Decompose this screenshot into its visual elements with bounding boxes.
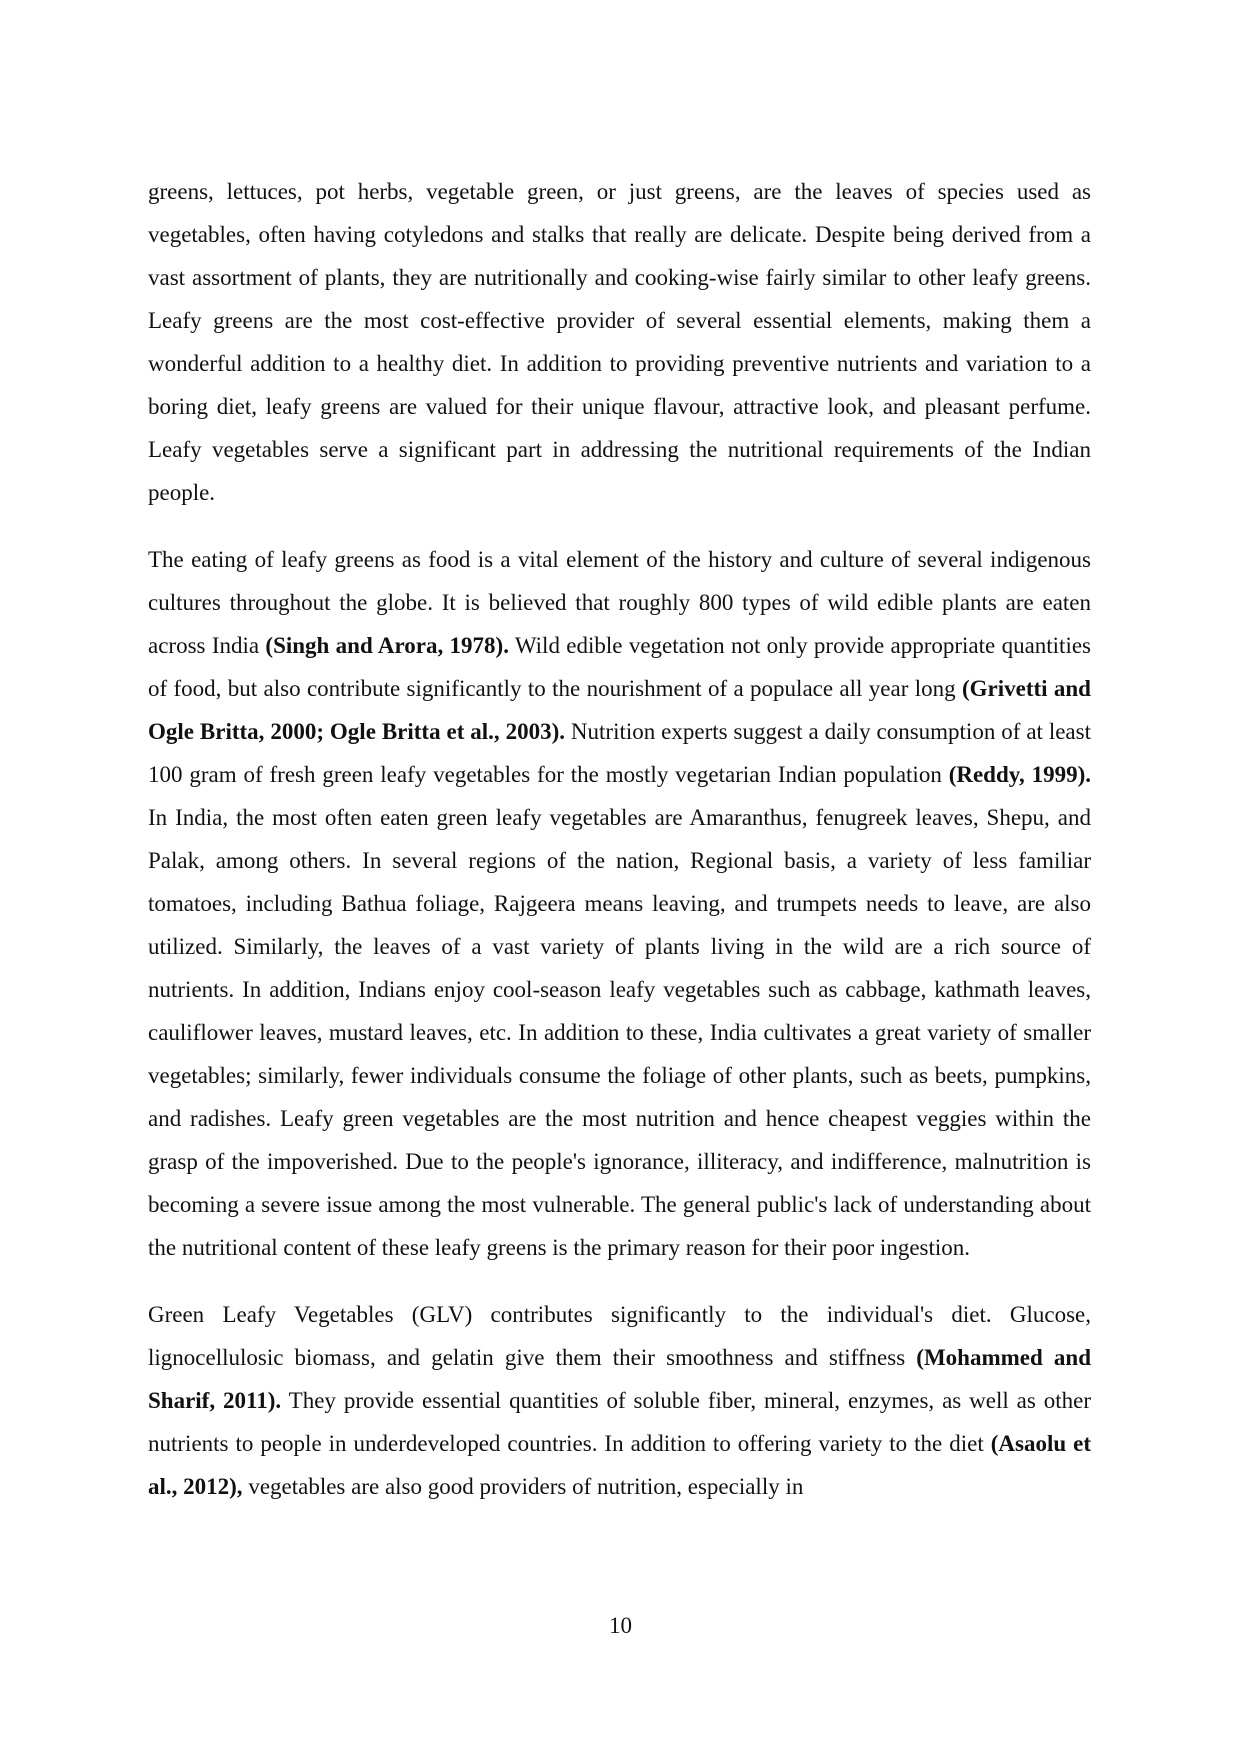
paragraph-3-text-2: They provide essential quantities of soluble fiber, mineral, enzymes, as well as other nutrients to people in underdeveloped countries. In addition to offering variety to the diet — [148, 1388, 1091, 1456]
page-number: 10 — [609, 1613, 632, 1638]
paragraph-3 — [148, 1293, 1091, 1508]
citation-singh-arora: (Singh and Arora, 1978). — [265, 633, 509, 658]
citation-mohammed-sharif: (Mohammed and Sharif, 2011). — [148, 1345, 1091, 1413]
paragraph-2 — [148, 538, 1091, 1269]
body-text — [148, 170, 1091, 1532]
paragraph-2-text-3: Nutrition experts suggest a daily consumption of at least 100 gram of fresh green leafy vegetables for the mostly vegetarian Indian population — [148, 719, 1091, 787]
citation-reddy: (Reddy, 1999). — [948, 762, 1092, 787]
paragraph-2-text-2: Wild edible vegetation not only provide appropriate quantities of food, but also contribute significantly to the nourishment of a populace all year long — [148, 633, 1091, 701]
citation-grivetti-ogle: (Grivetti and Ogle Britta, 2000; Ogle Britta et al., 2003). — [148, 676, 1091, 744]
paragraph-1-text: greens, lettuces, pot herbs, vegetable green, or just greens, are the leaves of species used as vegetables, often having cotyledons and stalks that really are delicate. Despite being derived from a vast assortment of plants, they are nutritionally and cooking-wise fairly similar to other leafy greens. Leafy greens are the most cost-effective provider of several essential elements, making them a wonderful addition to a healthy diet. In addition to providing preventive nutrients and variation to a boring diet, leafy greens are valued for their unique flavour, attractive look, and pleasant perfume. Leafy vegetables serve a significant part in addressing the nutritional requirements of the Indian people. — [148, 179, 1091, 505]
paragraph-2-text-4: In India, the most often eaten green leafy vegetables are Amaranthus, fenugreek leaves, Shepu, and Palak, among others. In several regions of the nation, Regional basis, a variety of less familiar tomatoes, including Bathua foliage, Rajgeera means leaving, and trumpets needs to leave, are also utilized. Similarly, the leaves of a vast variety of plants living in the wild are a rich source of nutrients. In addition, Indians enjoy cool-season leafy vegetables such as cabbage, kathmath leaves, cauliflower leaves, mustard leaves, etc. In addition to these, India cultivates a great variety of smaller vegetables; similarly, fewer individuals consume the foliage of other plants, such as beets, pumpkins, and radishes. Leafy green vegetables are the most nutrition and hence cheapest veggies within the grasp of the impoverished. Due to the people's ignorance, illiteracy, and indifference, malnutrition is becoming a severe issue among the most vulnerable. The general public's lack of understanding about the nutritional content of these leafy greens is the primary reason for their poor ingestion. — [148, 805, 1091, 1260]
paragraph-2-text-1: The eating of leafy greens as food is a vital element of the history and culture of several indigenous cultures throughout the globe. It is believed that roughly 800 types of wild edible plants are eaten across India — [148, 547, 1091, 658]
paragraph-1 — [148, 170, 1091, 514]
citation-asaolu: (Asaolu et al., 2012), — [148, 1431, 1091, 1499]
paragraph-3-text-3: vegetables are also good providers of nutrition, especially in — [242, 1474, 804, 1499]
paragraph-3-text-1: Green Leafy Vegetables (GLV) contributes significantly to the individual's diet. Glucose, lignocellulosic biomass, and gelatin give them their smoothness and stiffness — [148, 1302, 1091, 1370]
